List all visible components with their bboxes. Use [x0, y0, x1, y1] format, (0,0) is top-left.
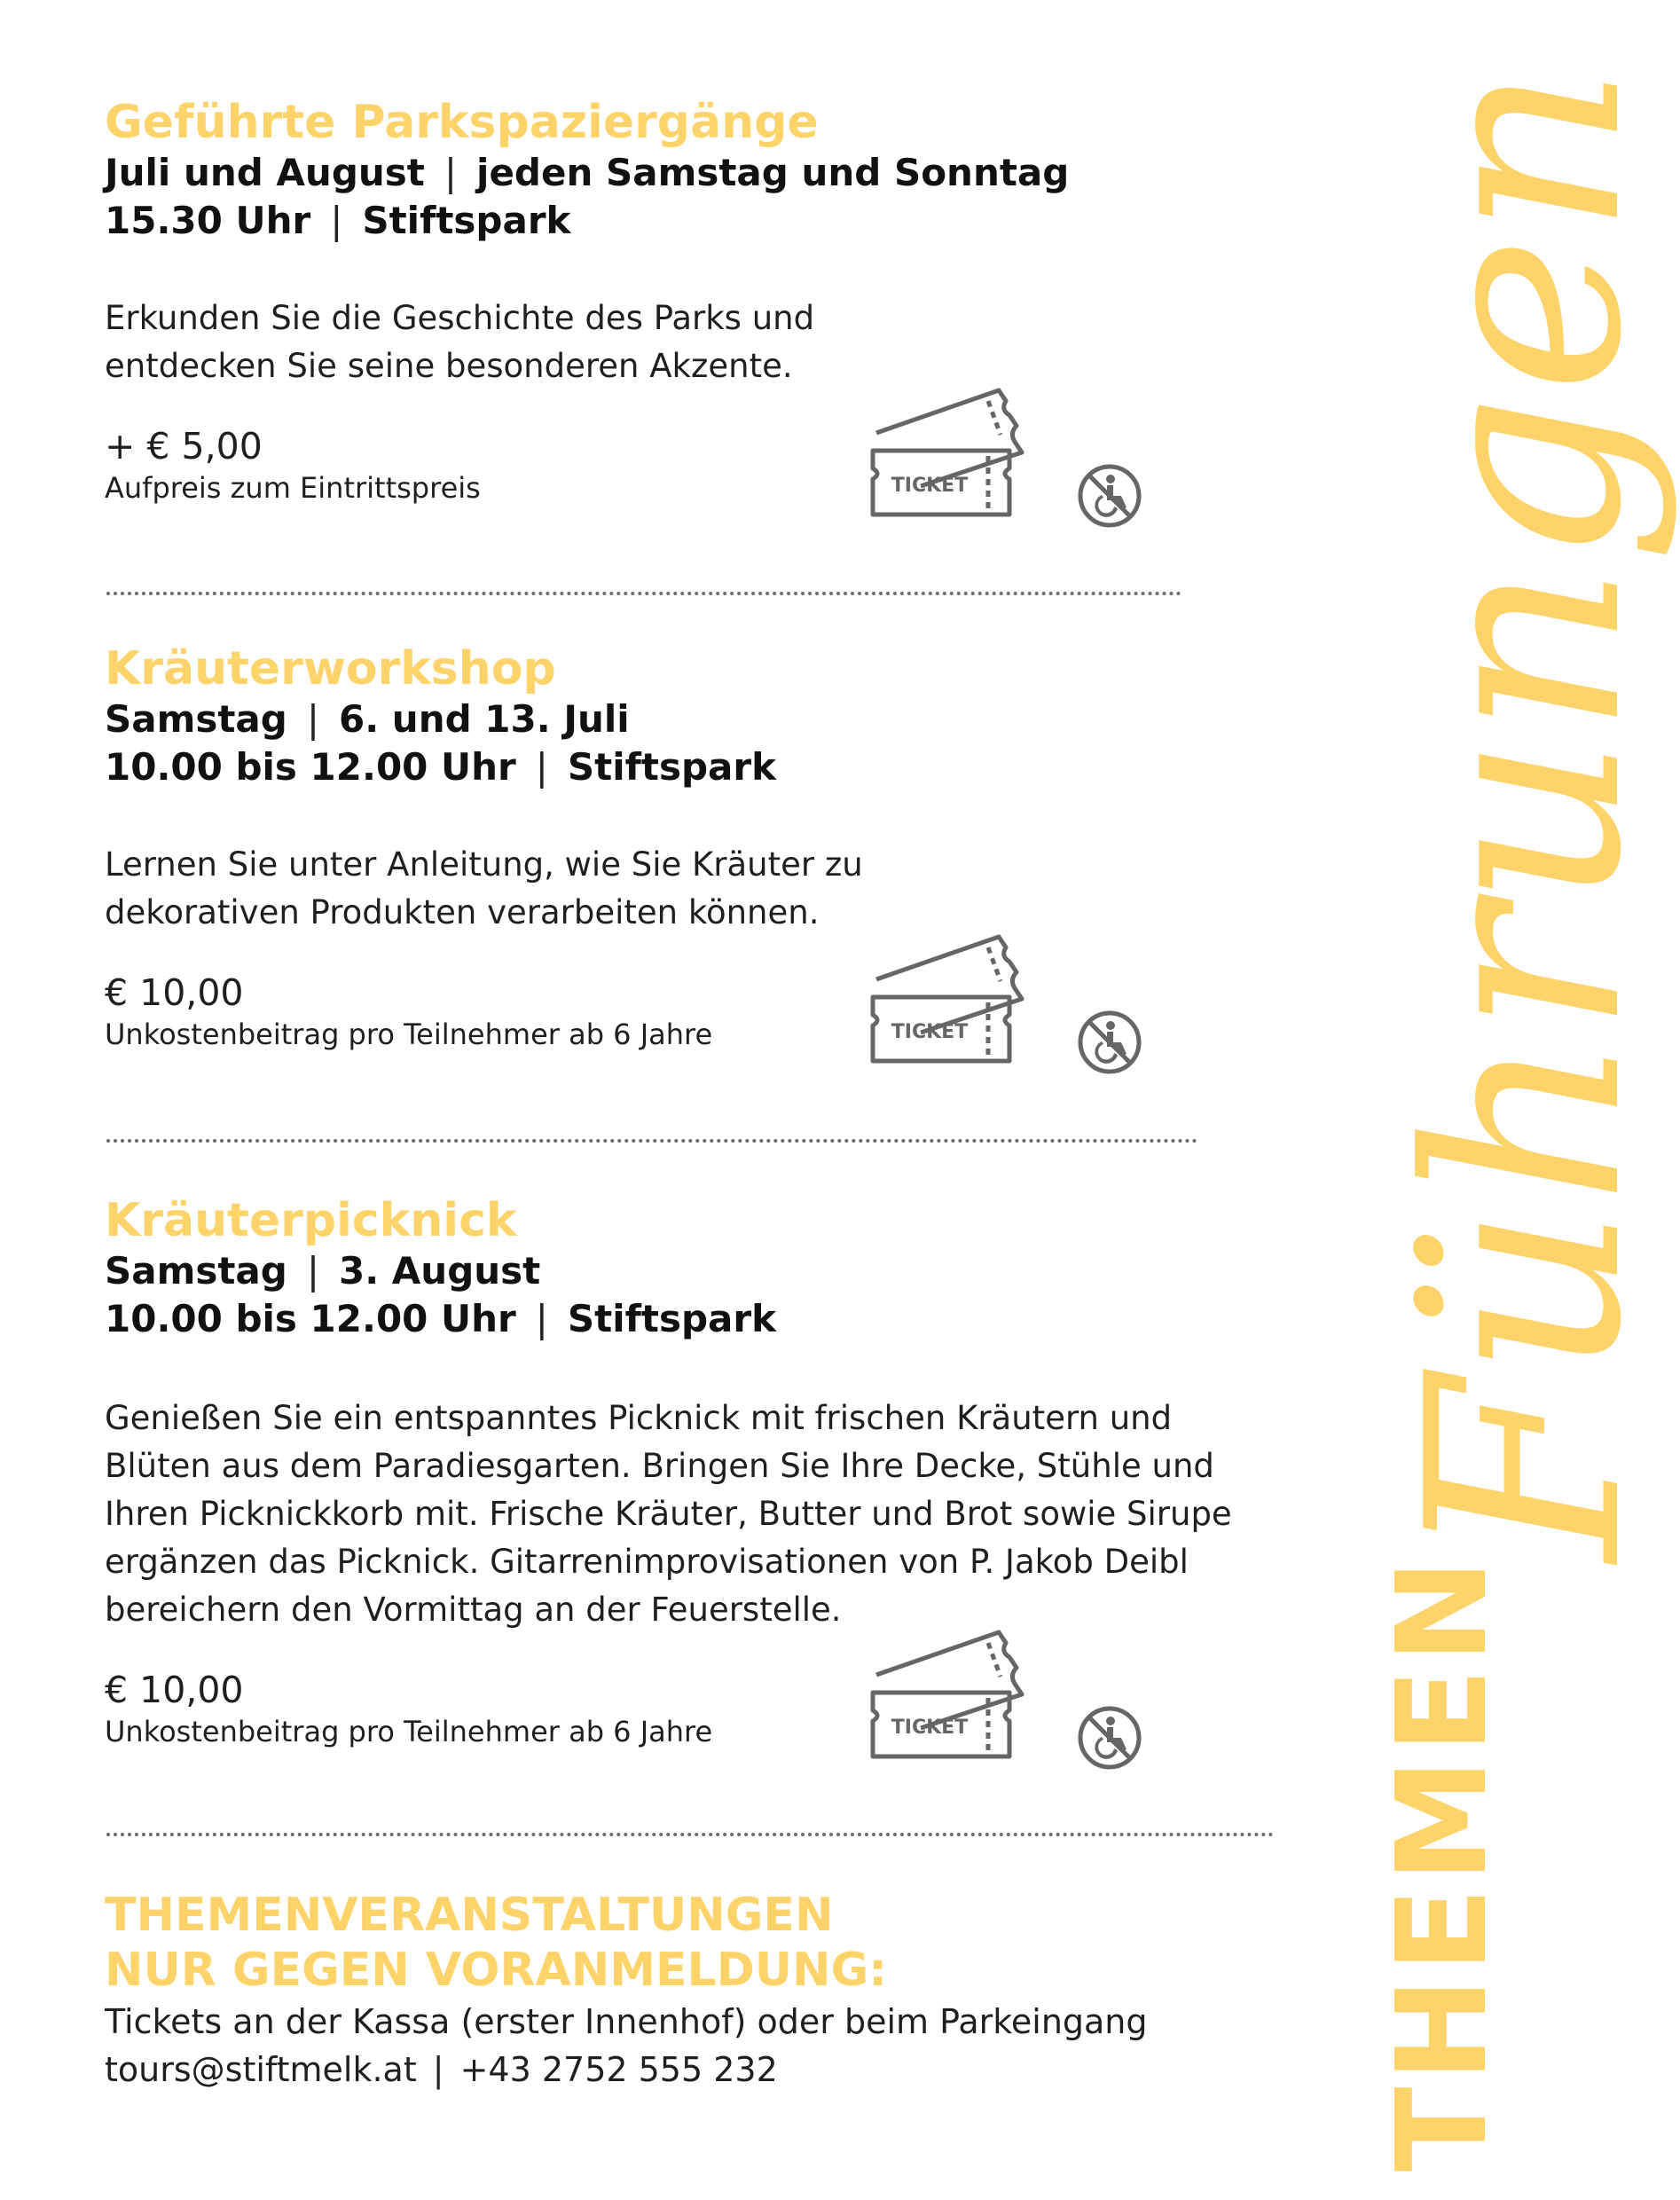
- separator: |: [535, 745, 548, 789]
- event-time: 15.30 Uhr: [105, 199, 311, 242]
- event-time: 10.00 bis 12.00 Uhr: [105, 745, 516, 789]
- ticket-label: TICKET: [891, 1717, 969, 1739]
- event-description-line: Erkunden Sie die Geschichte des Parks und: [105, 299, 815, 337]
- event-location: Stiftspark: [567, 1297, 777, 1340]
- separator: |: [306, 697, 319, 741]
- separator: |: [432, 2050, 444, 2089]
- divider: [106, 1139, 1197, 1143]
- side-heading-script: Führungen: [1370, 64, 1680, 1561]
- event-date-line: [105, 149, 1258, 197]
- event-description-line: Lernen Sie unter Anleitung, wie Sie Kräuter zu: [105, 845, 863, 884]
- event-date-line: [105, 1247, 1258, 1295]
- event-price-note: Unkostenbeitrag pro Teilnehmer ab 6 Jahre: [105, 1715, 713, 1748]
- event-title: Geführte Parkspaziergänge: [105, 96, 819, 149]
- event-time-line: [105, 743, 1258, 791]
- event-description-line: ergänzen das Picknick. Gitarrenimprovisationen von P. Jakob Deibl: [105, 1543, 1189, 1581]
- event-description-line: bereichern den Vormittag an der Feuerstelle.: [105, 1591, 842, 1629]
- footer-contact: [105, 2046, 1258, 2094]
- event-time-line: [105, 197, 1258, 245]
- footer-info: [105, 1888, 1258, 2094]
- side-heading-block: THEMEN: [1370, 1553, 1515, 2172]
- event-parkspaziergaenge: [105, 96, 1258, 507]
- event-kraeuterpicknick: [105, 1194, 1258, 1751]
- no-wheelchair-access-icon: [1075, 461, 1144, 530]
- footer-tickets-info: Tickets an der Kassa (erster Innenhof) oder beim Parkeingang: [105, 2002, 1148, 2041]
- ticket-label: TICKET: [891, 1021, 969, 1043]
- separator: |: [330, 199, 343, 242]
- event-location: Stiftspark: [362, 199, 571, 242]
- event-description-line: Genießen Sie ein entspanntes Picknick mit frischen Kräutern und: [105, 1399, 1173, 1437]
- event-days: jeden Samstag und Sonntag: [476, 151, 1070, 194]
- event-period: Juli und August: [105, 151, 425, 194]
- event-title: Kräuterworkshop: [105, 642, 556, 695]
- event-price-note: Aufpreis zum Eintrittspreis: [105, 471, 481, 505]
- event-day: Samstag: [105, 1249, 287, 1292]
- event-time-line: [105, 1295, 1258, 1343]
- event-dates: 3. August: [339, 1249, 541, 1292]
- no-wheelchair-access-icon: [1075, 1008, 1144, 1077]
- divider: [106, 1833, 1274, 1836]
- event-description-line: Ihren Picknickkorb mit. Frische Kräuter, Butter und Brot sowie Sirupe: [105, 1495, 1232, 1533]
- event-description-line: entdecken Sie seine besonderen Akzente.: [105, 347, 793, 385]
- event-price: + € 5,00: [105, 425, 263, 468]
- separator: |: [535, 1297, 548, 1340]
- divider: [106, 592, 1181, 595]
- event-price: € 10,00: [105, 1669, 244, 1711]
- ticket-icon: [867, 381, 1036, 532]
- footer-title: NUR GEGEN VORANMELDUNG:: [105, 1944, 888, 1997]
- contact-phone[interactable]: +43 2752 555 232: [459, 2050, 778, 2089]
- contact-email[interactable]: tours@stiftmelk.at: [105, 2050, 417, 2089]
- event-time: 10.00 bis 12.00 Uhr: [105, 1297, 516, 1340]
- event-description-line: dekorativen Produkten verarbeiten können.: [105, 893, 820, 931]
- event-day: Samstag: [105, 697, 287, 741]
- event-price-note: Unkostenbeitrag pro Teilnehmer ab 6 Jahre: [105, 1018, 713, 1051]
- separator: |: [306, 1249, 319, 1292]
- event-title: Kräuterpicknick: [105, 1194, 517, 1247]
- event-price: € 10,00: [105, 971, 244, 1014]
- footer-title: THEMENVERANSTALTUNGEN: [105, 1889, 834, 1942]
- event-location: Stiftspark: [567, 745, 777, 789]
- no-wheelchair-access-icon: [1075, 1703, 1144, 1772]
- ticket-icon: [867, 1623, 1036, 1774]
- ticket-label: TICKET: [891, 475, 969, 497]
- event-description-line: Blüten aus dem Paradiesgarten. Bringen Sie Ihre Decke, Stühle und: [105, 1447, 1214, 1485]
- separator: |: [444, 151, 458, 194]
- event-kraeuterworkshop: [105, 642, 1258, 1054]
- event-dates: 6. und 13. Juli: [339, 697, 630, 741]
- ticket-icon: [867, 928, 1036, 1079]
- event-date-line: [105, 695, 1258, 743]
